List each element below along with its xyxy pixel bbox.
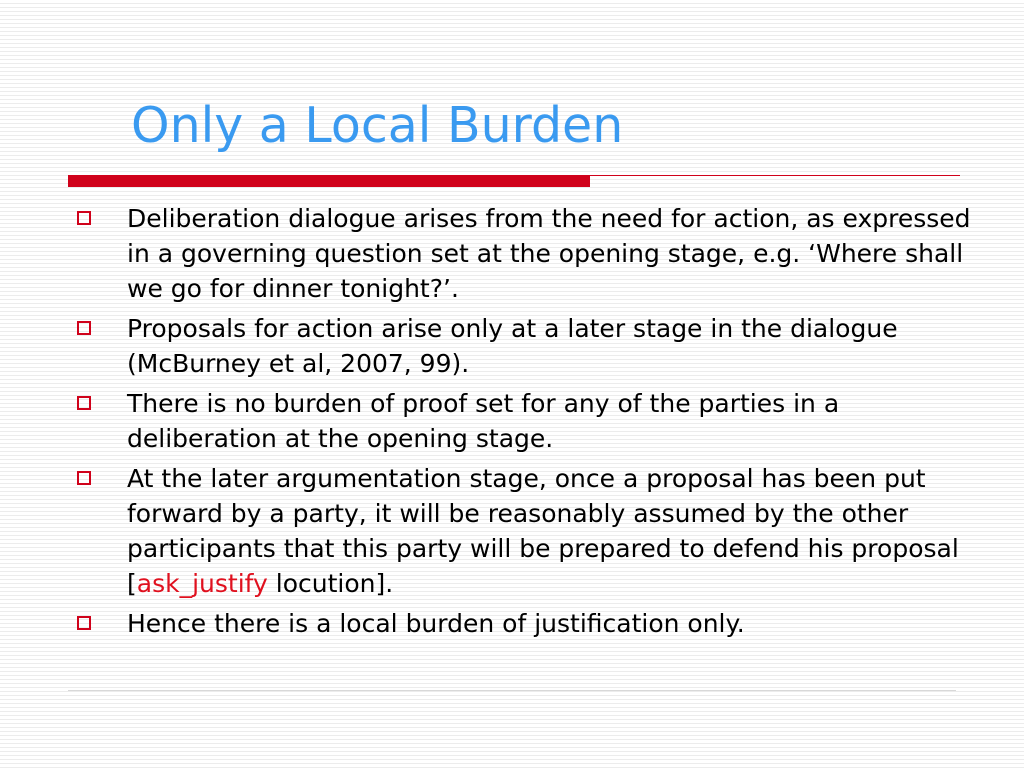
title-underline-thin [590, 175, 960, 176]
ask-justify-term: ask_justify [136, 569, 268, 598]
bullet-text-after: locution]. [267, 569, 394, 598]
footer-divider [68, 690, 956, 691]
square-bullet-icon [77, 616, 91, 630]
square-bullet-icon [77, 396, 91, 410]
slide-title: Only a Local Burden [131, 97, 624, 154]
bullet-text: Proposals for action arise only at a later stage in the dialogue (McBurney et al, 2007, 99). [127, 314, 898, 378]
bullet-item [77, 461, 977, 601]
title-underline-thick [68, 175, 590, 187]
bullet-item [77, 201, 977, 306]
square-bullet-icon [77, 321, 91, 335]
bullet-item [77, 606, 977, 641]
bullet-text: There is no burden of proof set for any of the parties in a deliberation at the opening stage. [127, 389, 840, 453]
bullet-text-before: At the later argumentation stage, once a proposal has been put forward by a party, it will be reasonably assumed by the other participants that this party will be prepared to defend his proposal [ [127, 464, 959, 598]
bullet-text: Hence there is a local burden of justification only. [127, 609, 745, 638]
bullet-text: Deliberation dialogue arises from the need for action, as expressed in a governing question set at the opening stage, e.g. ‘Where shall we go for dinner tonight?’. [127, 204, 971, 303]
square-bullet-icon [77, 471, 91, 485]
bullet-text [127, 461, 977, 601]
bullet-list [77, 201, 977, 646]
bullet-item [77, 386, 977, 456]
square-bullet-icon [77, 211, 91, 225]
bullet-item [77, 311, 977, 381]
